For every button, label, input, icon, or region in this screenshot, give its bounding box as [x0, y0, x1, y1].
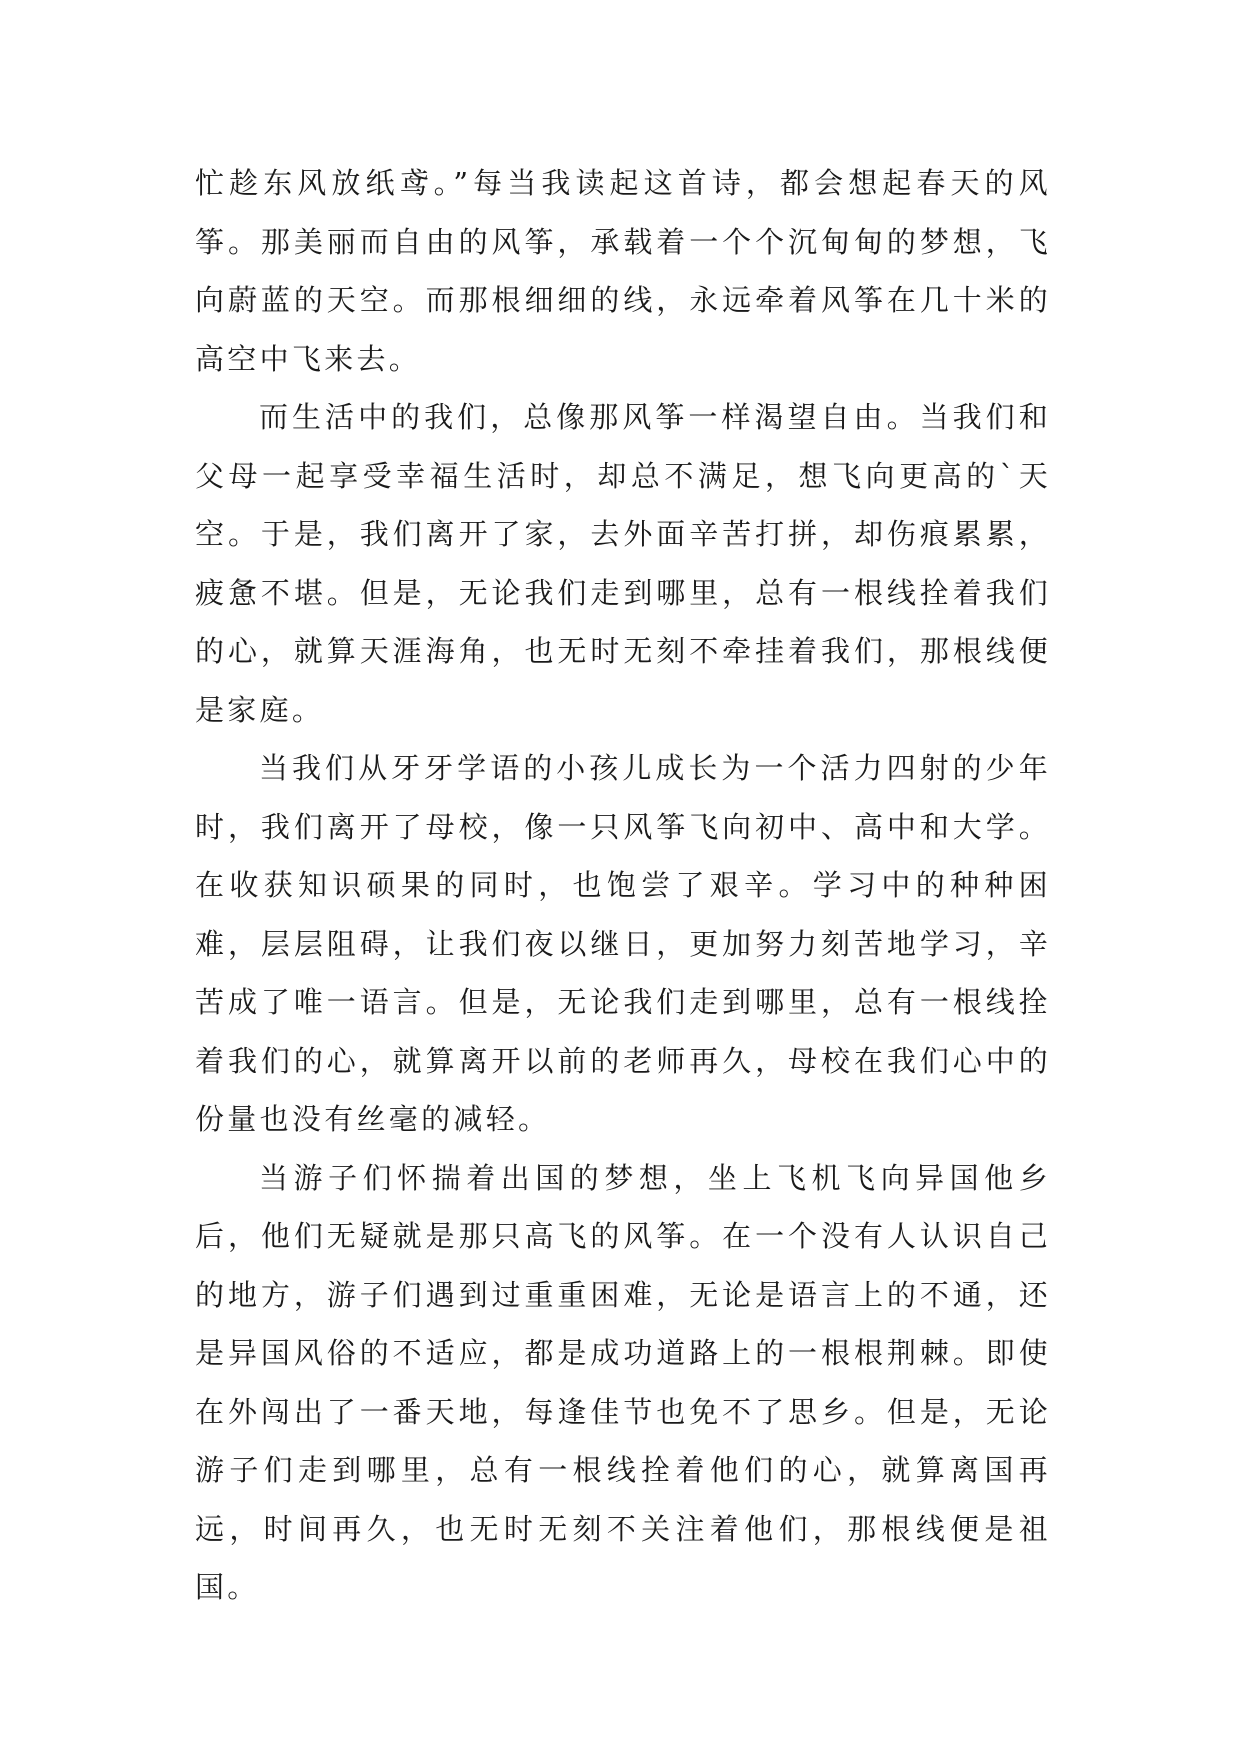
- paragraph-3: 当我们从牙牙学语的小孩儿成长为一个活力四射的少年时，我们离开了母校，像一只风筝飞向初中、高中和大学。在收获知识硕果的同时，也饱尝了艰辛。学习中的种种困难，层层阻碍，让我们夜以继日，更加努力刻苦地学习，辛苦成了唯一语言。但是，无论我们走到哪里，总有一根线拴着我们的心，就算离开以前的老师再久，母校在我们心中的份量也没有丝毫的减轻。: [195, 751, 1051, 1136]
- paragraph-4: 当游子们怀揣着出国的梦想，坐上飞机飞向异国他乡后，他们无疑就是那只高飞的风筝。在一个没有人认识自己的地方，游子们遇到过重重困难，无论是语言上的不通，还是异国风俗的不适应，都是成功道路上的一根根荆棘。即使在外闯出了一番天地，每逢佳节也免不了思乡。但是，无论游子们走到哪里，总有一根线拴着他们的心，就算离国再远，时间再久，也无时无刻不关注着他们，那根线便是祖国。: [195, 1160, 1051, 1604]
- paragraph-2: 而生活中的我们，总像那风筝一样渴望自由。当我们和父母一起享受幸福生活时，却总不满足，想飞向更高的`天空。于是，我们离开了家，去外面辛苦打拼，却伤痕累累，疲惫不堪。但是，无论我们走到哪里，总有一根线拴着我们的心，就算天涯海角，也无时无刻不牵挂着我们，那根线便是家庭。: [195, 400, 1051, 727]
- document-body: [195, 154, 1051, 1617]
- paragraph-1: 忙趁东风放纸鸢。”每当我读起这首诗，都会想起春天的风筝。那美丽而自由的风筝，承载着一个个沉甸甸的梦想，飞向蔚蓝的天空。而那根细细的线，永远牵着风筝在几十米的高空中飞来去。: [195, 166, 1051, 376]
